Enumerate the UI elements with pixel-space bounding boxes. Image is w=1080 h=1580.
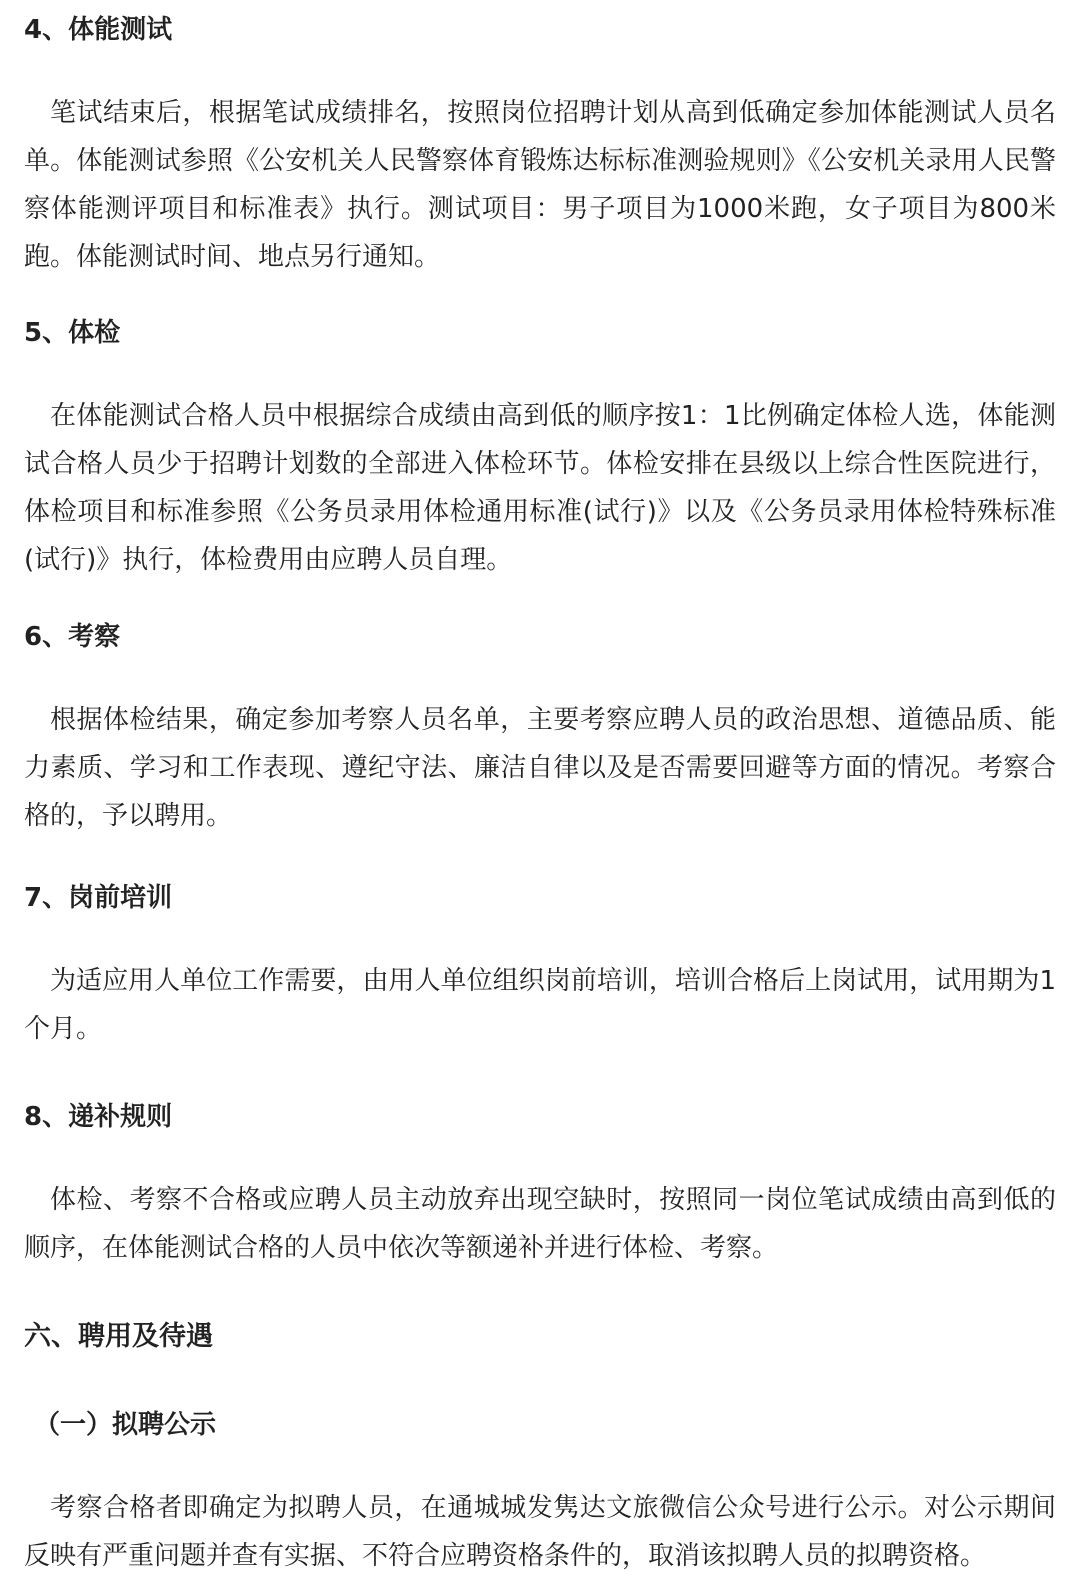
paragraph-physical-test: 笔试结束后，根据笔试成绩排名，按照岗位招聘计划从高到低确定参加体能测试人员名单。体能测试参照《公安机关人民警察体育锻炼达标标准测验规则》《公安机关录用人民警察体能测评项目和标准表》执行。测试项目：男子项目为1000米跑，女子项目为800米跑。体能测试时间、地点另行通知。 (24, 98, 1056, 272)
subheading-public-notice: （一）拟聘公示 (34, 1410, 217, 1440)
paragraph-training: 为适应用人单位工作需要，由用人单位组织岗前培训，培训合格后上岗试用，试用期为1个月。 (24, 966, 1056, 1044)
step-heading-medical-exam: 5、体检 (24, 318, 121, 348)
paragraph-inspection: 根据体检结果，确定参加考察人员名单，主要考察应聘人员的政治思想、道德品质、能力素质、学习和工作表现、遵纪守法、廉洁自律以及是否需要回避等方面的情况。考察合格的，予以聘用。 (24, 705, 1056, 831)
section-heading-employment: 六、聘用及待遇 (24, 1321, 213, 1352)
step-heading-inspection: 6、考察 (24, 622, 121, 652)
step-heading-replacement-rules: 8、递补规则 (24, 1102, 173, 1132)
paragraph-public-notice: 考察合格者即确定为拟聘人员，在通城城发隽达文旅微信公众号进行公示。对公示期间反映有严重问题并查有实据、不符合应聘资格条件的，取消该拟聘人员的拟聘资格。 (24, 1493, 1056, 1571)
paragraph-replacement-rules: 体检、考察不合格或应聘人员主动放弃出现空缺时，按照同一岗位笔试成绩由高到低的顺序，在体能测试合格的人员中依次等额递补并进行体检、考察。 (24, 1185, 1056, 1263)
step-heading-physical-test: 4、体能测试 (24, 15, 173, 45)
paragraph-medical-exam: 在体能测试合格人员中根据综合成绩由高到低的顺序按1：1比例确定体检人选，体能测试合格人员少于招聘计划数的全部进入体检环节。体检安排在县级以上综合性医院进行，体检项目和标准参照《公务员录用体检通用标准(试行)》以及《公务员录用体检特殊标准(试行)》执行，体检费用由应聘人员自理。 (24, 401, 1056, 575)
step-heading-training: 7、岗前培训 (24, 883, 173, 913)
